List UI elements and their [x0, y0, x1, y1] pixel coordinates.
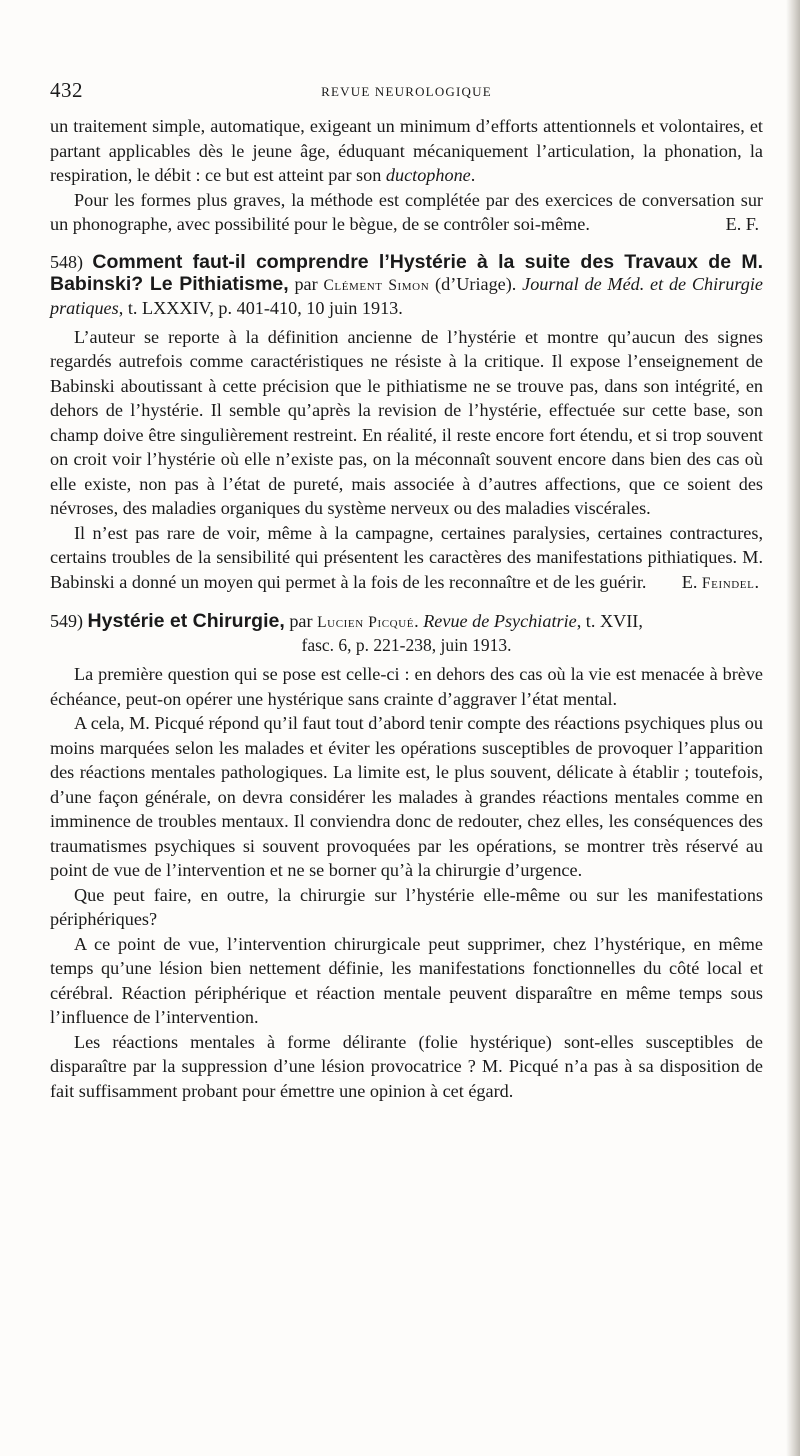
entry-title: Hystérie et Chirurgie, — [87, 610, 285, 632]
carryover-paragraph-2: Pour les formes plus graves, la méthode est complétée par des exercices de conversation sur un phonographe, avec possibilité pour le bègue, de se contrôler soi-même. E. F. — [50, 188, 763, 237]
carryover-paragraph-1: un traitement simple, automatique, exigeant un minimum d’efforts attentionnels et volontaires, et partant applicables dès le jeune âge, éduquant mécaniquement l’articulation, la phonation, la respiration, le débit : ce but est atteint par son ductophone. — [50, 116, 763, 185]
journal-name: REVUE NEUROLOGIQUE — [321, 84, 492, 99]
page-edge-shadow — [786, 0, 800, 1456]
entry-548-paragraph-1: L’auteur se reporte à la définition ancienne de l’hystérie et montre qu’aucun des signes regardés autrefois comme caractéristiques ne résiste à la critique. Il expose l’enseignement de Babinski aboutissant à cette précision que le pithiatisme ne se trouve pas, dans son intégrité, en dehors de l’hystérie. Il semble qu’après la revision de l’hystérie, effectuée sur cette base, son champ doive être singulièrement restreint. En réalité, il reste encore fort étendu, et si trop souvent on croit voir l’hystérie où elle n’existe pas, on la méconnaît souvent encore dans bien des cas où elle existe, non pas à l’état de pureté, mais associée à d’autres affections, que ce soient des névroses, des maladies organiques du système nerveux ou des maladies viscérales. — [50, 326, 763, 518]
entry-citation: , t. XVII, — [576, 611, 643, 631]
entry-number: 549) — [50, 611, 83, 631]
running-head — [50, 78, 763, 108]
entry-author: Lucien Picqué — [317, 614, 415, 631]
entry-citation-line-2: fasc. 6, p. 221-238, juin 1913. — [301, 635, 512, 655]
entry-journal: Revue de Psychiatrie — [423, 611, 577, 631]
entry-549-paragraph-3: Que peut faire, en outre, la chirurgie sur l’hystérie elle-même ou sur les manifestations périphériques? — [50, 884, 763, 929]
entry-549-paragraph-1: La première question qui se pose est celle-ci : en dehors des cas où la vie est menacée à brève échéance, peut-on opérer une hystérique sans crainte d’aggraver l’état mental. — [50, 664, 763, 709]
ductophone-term: ductophone — [385, 165, 471, 185]
entry-author: Clément Simon — [323, 276, 430, 294]
signature: E. Feindel. — [681, 571, 759, 592]
journal-page — [50, 78, 763, 1103]
entry-number: 548) — [50, 251, 83, 272]
entry-journal: Journal de Méd. et de Chirurgie pratiques — [50, 273, 763, 318]
entry-549-heading: 549) Hystérie et Chirurgie, par Lucien Picqué. Revue de Psychiatrie, t. XVII, fasc. 6, p. 221-238, juin 1913. — [50, 610, 763, 656]
entry-549-paragraph-4: A ce point de vue, l’intervention chirurgicale peut supprimer, chez l’hystérique, en même temps qu’une lésion bien nettement définie, les manifestations fonctionnelles du côté local et cérébral. Réaction périphérique et réaction mentale peuvent disparaître en même temps sous l’influence de l’intervention. — [50, 933, 763, 1027]
entry-549-paragraph-2: A cela, M. Picqué répond qu’il faut tout d’abord tenir compte des réactions psychiques plus ou moins marquées selon les malades et éviter les opérations susceptibles de provoquer l’apparition des réactions mentales pathologiques. La limite est, le plus souvent, délicate à établir ; toutefois, d’une façon générale, on devra considérer les malades à grandes réactions mentales comme en imminence de troubles mentaux. Il conviendra donc de redouter, chez elles, les conséquences des traumatismes psychiques si souvent provoquées par les opérations, se montrer très réservé au point de vue de l’intervention et ne se borner qu’à la chirurgie d’urgence. — [50, 713, 763, 880]
entry-548-heading: 548) Comment faut-il comprendre l’Hystérie à la suite des Travaux de M. Babinski? Le Pithiatisme, par Clément Simon (d’Uriage). Journal de Méd. et de Chirurgie pratiques, t. LXXXIV, p. 401-410, 10 juin 1913. — [50, 250, 763, 318]
signature: E. F. — [725, 214, 759, 234]
page-number: 432 — [50, 78, 83, 102]
entry-title: Comment faut-il comprendre l’Hystérie à la suite des Travaux de M. Babinski? Le Pithiatisme, — [50, 250, 763, 295]
entry-548-paragraph-2: Il n’est pas rare de voir, même à la campagne, certaines paralysies, certaines contractures, certains troubles de la sensibilité qui présentent les caractères des manifestations pithiatiques. M. Babinski a donné un moyen qui permet à la fois de les reconnaître et de les guérir. E. Feindel. — [50, 521, 763, 597]
entry-549-paragraph-5: Les réactions mentales à forme délirante (folie hystérique) sont-elles susceptibles de disparaître par la suppression d’une lésion provocatrice ? M. Picqué n’a pas à sa disposition de fait suffisamment probant pour émettre une opinion à cet égard. — [50, 1031, 763, 1101]
entry-citation: , t. LXXXIV, p. 401-410, 10 juin 1913. — [118, 297, 403, 318]
